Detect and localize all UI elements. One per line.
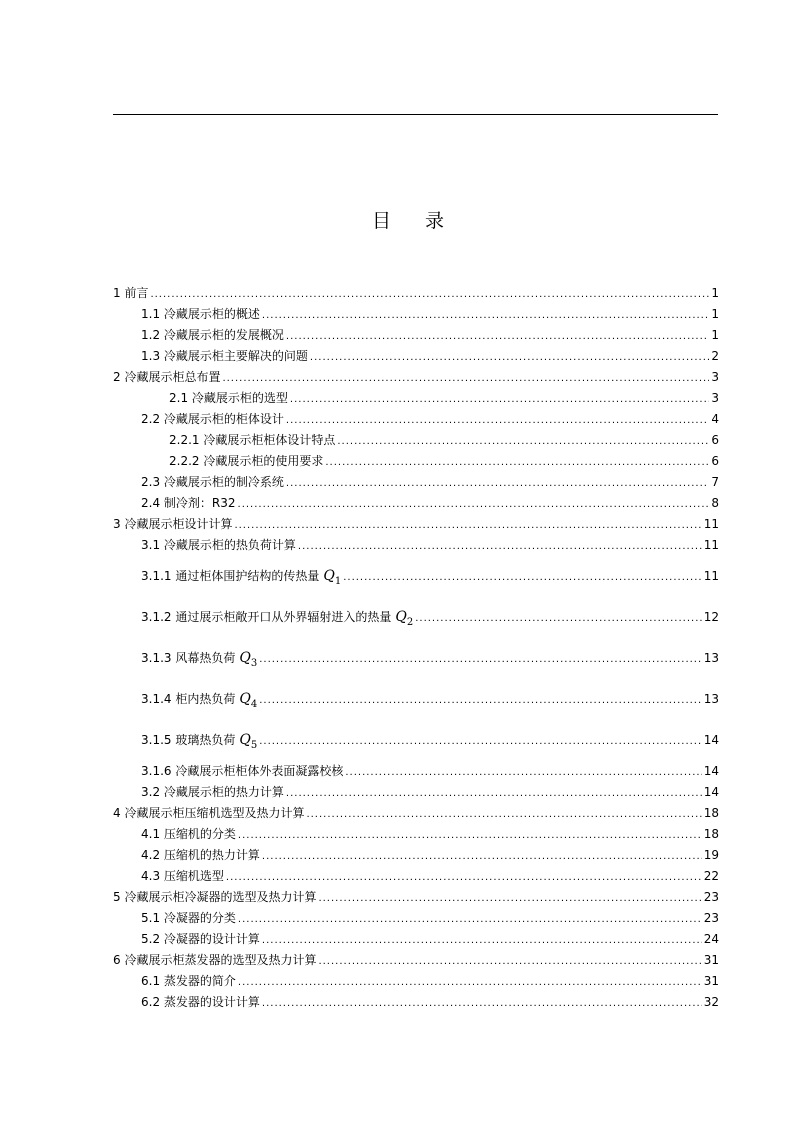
toc-entry[interactable]: [113, 803, 719, 824]
header-rule: [113, 114, 718, 115]
toc-entry[interactable]: [113, 971, 719, 992]
toc-entry-page: 7: [711, 475, 719, 489]
toc-entry-page: 23: [703, 911, 719, 925]
toc-entry[interactable]: [113, 950, 719, 971]
toc-entry-label: 2.2.1 冷藏展示柜柜体设计特点: [169, 433, 336, 447]
toc-entry[interactable]: [113, 720, 719, 761]
toc-entry-page: 1: [711, 286, 719, 300]
toc-entry-page: 13: [703, 692, 719, 706]
toc-leader-dots: [306, 804, 701, 825]
toc-entry[interactable]: [113, 367, 719, 388]
toc-leader-dots: [286, 410, 709, 431]
toc-entry-symbol: $Q_1$: [323, 568, 342, 587]
toc-entry[interactable]: [113, 493, 719, 514]
toc-entry-page: 31: [703, 953, 719, 967]
toc-entry-label: 4.3 压缩机选型: [141, 869, 224, 883]
toc-entry-page: 11: [703, 538, 719, 552]
toc-leader-dots: [345, 762, 701, 783]
toc-leader-dots: [318, 888, 701, 909]
toc-entry[interactable]: [113, 451, 719, 472]
toc-entry-page: 6: [711, 454, 719, 468]
page-title: 目 录: [371, 210, 459, 232]
toc-leader-dots: [226, 867, 702, 888]
toc-entry[interactable]: [113, 761, 719, 782]
toc-entry-page: 14: [703, 764, 719, 778]
toc-leader-dots: [262, 930, 702, 951]
toc-entry-symbol: $Q_3$: [239, 650, 258, 669]
toc-leader-dots: [325, 452, 709, 473]
toc-leader-dots: [238, 494, 710, 515]
toc-leader-dots: [259, 721, 702, 762]
toc-entry[interactable]: [113, 824, 719, 845]
toc-entry-symbol: $Q_4$: [239, 691, 258, 710]
toc-entry[interactable]: [113, 514, 719, 535]
toc-entry[interactable]: [113, 535, 719, 556]
toc-entry-label: 3.1.1 通过柜体围护结构的传热量: [141, 569, 320, 583]
toc-entry-page: 12: [703, 610, 719, 624]
toc-entry-page: 14: [703, 785, 719, 799]
toc-entry-label: 2.1 冷藏展示柜的选型: [169, 391, 288, 405]
toc-entry-page: 3: [711, 391, 719, 405]
toc-entry-label: 3.1.6 冷藏展示柜柜体外表面凝露校核: [141, 764, 344, 778]
toc-entry-label: 1.1 冷藏展示柜的概述: [141, 307, 260, 321]
toc-entry-label: 2.2 冷藏展示柜的柜体设计: [141, 412, 284, 426]
toc-leader-dots: [234, 515, 701, 536]
toc-entry-page: 31: [703, 974, 719, 988]
toc-entry[interactable]: [113, 782, 719, 803]
toc-entry-page: 1: [711, 307, 719, 321]
toc-entry[interactable]: [113, 388, 719, 409]
toc-entry-label: 5.1 冷凝器的分类: [141, 911, 236, 925]
toc-entry[interactable]: [113, 283, 719, 304]
toc-leader-dots: [318, 951, 701, 972]
toc-entry[interactable]: [113, 992, 719, 1013]
toc-entry-page: 2: [711, 349, 719, 363]
toc-entry-label: 4 冷藏展示柜压缩机选型及热力计算: [113, 806, 305, 820]
toc-entry[interactable]: [113, 908, 719, 929]
toc-entry-page: 13: [703, 651, 719, 665]
toc-entry[interactable]: [113, 679, 719, 720]
toc-entry[interactable]: [113, 346, 719, 367]
toc-entry-label: 3.1.5 玻璃热负荷: [141, 733, 236, 747]
toc-leader-dots: [343, 557, 702, 598]
toc-entry-label: 5.2 冷凝器的设计计算: [141, 932, 260, 946]
toc-leader-dots: [238, 972, 702, 993]
toc-entry-page: 23: [703, 890, 719, 904]
toc-entry[interactable]: [113, 472, 719, 493]
toc-entry-label: 6 冷藏展示柜蒸发器的选型及热力计算: [113, 953, 317, 967]
toc-entry[interactable]: [113, 887, 719, 908]
toc-entry-label: 5 冷藏展示柜冷凝器的选型及热力计算: [113, 890, 317, 904]
toc-entry-label: 4.2 压缩机的热力计算: [141, 848, 260, 862]
toc-entry-page: 1: [711, 328, 719, 342]
toc-entry[interactable]: [113, 845, 719, 866]
toc-entry-page: 6: [711, 433, 719, 447]
toc-leader-dots: [298, 536, 702, 557]
toc-entry-page: 19: [703, 848, 719, 862]
toc-leader-dots: [262, 993, 702, 1014]
toc-entry-symbol: $Q_5$: [239, 732, 258, 751]
toc-entry-label: 6.2 蒸发器的设计计算: [141, 995, 260, 1009]
toc-entry-label: 3.1.4 柜内热负荷: [141, 692, 236, 706]
toc-entry-page: 3: [711, 370, 719, 384]
toc-leader-dots: [259, 639, 702, 680]
toc-leader-dots: [310, 347, 709, 368]
toc-entry[interactable]: [113, 325, 719, 346]
toc-entry[interactable]: [113, 866, 719, 887]
toc-leader-dots: [150, 284, 709, 305]
toc-entry-page: 14: [703, 733, 719, 747]
toc-entry[interactable]: [113, 638, 719, 679]
toc-entry-page: 24: [703, 932, 719, 946]
toc-leader-dots: [238, 825, 702, 846]
toc-entry-label: 6.1 蒸发器的简介: [141, 974, 236, 988]
toc-entry-page: 18: [703, 806, 719, 820]
toc-leader-dots: [290, 389, 709, 410]
toc-entry-page: 4: [711, 412, 719, 426]
toc-leader-dots: [238, 909, 702, 930]
toc-entry-label: 4.1 压缩机的分类: [141, 827, 236, 841]
toc-entry-label: 3.2 冷藏展示柜的热力计算: [141, 785, 284, 799]
toc-entry-label: 2 冷藏展示柜总布置: [113, 370, 221, 384]
toc-entry-label: 1 前言: [113, 286, 149, 300]
toc-leader-dots: [286, 783, 702, 804]
toc-entry-label: 3.1 冷藏展示柜的热负荷计算: [141, 538, 296, 552]
toc-entry[interactable]: [113, 597, 719, 638]
toc-entry[interactable]: [113, 430, 719, 451]
toc-entry-label: 1.2 冷藏展示柜的发展概况: [141, 328, 284, 342]
toc-leader-dots: [262, 305, 709, 326]
toc-entry-page: 18: [703, 827, 719, 841]
toc-entry-label: 3.1.3 风幕热负荷: [141, 651, 236, 665]
toc-entry-label: 1.3 冷藏展示柜主要解决的问题: [141, 349, 308, 363]
toc-entry[interactable]: [113, 409, 719, 430]
toc-leader-dots: [415, 598, 702, 639]
toc-entry[interactable]: [113, 929, 719, 950]
toc-entry-page: 8: [711, 496, 719, 510]
table-of-contents: [113, 283, 719, 1013]
toc-leader-dots: [259, 680, 702, 721]
toc-entry-page: 32: [703, 995, 719, 1009]
toc-entry-label: 2.2.2 冷藏展示柜的使用要求: [169, 454, 324, 468]
toc-leader-dots: [222, 368, 709, 389]
toc-entry-page: 22: [703, 869, 719, 883]
toc-entry-label: 3.1.2 通过展示柜敞开口从外界辐射进入的热量: [141, 610, 392, 624]
toc-entry-label: 2.3 冷藏展示柜的制冷系统: [141, 475, 284, 489]
toc-leader-dots: [286, 326, 709, 347]
toc-leader-dots: [337, 431, 709, 452]
toc-entry-symbol: $Q_2$: [395, 609, 414, 628]
toc-leader-dots: [262, 846, 702, 867]
toc-entry-label: 2.4 制冷剂：R32: [141, 496, 236, 510]
toc-entry-label: 3 冷藏展示柜设计计算: [113, 517, 233, 531]
toc-entry-page: 11: [703, 569, 719, 583]
toc-entry[interactable]: [113, 304, 719, 325]
toc-leader-dots: [286, 473, 709, 494]
toc-entry-page: 11: [703, 517, 719, 531]
toc-entry[interactable]: [113, 556, 719, 597]
